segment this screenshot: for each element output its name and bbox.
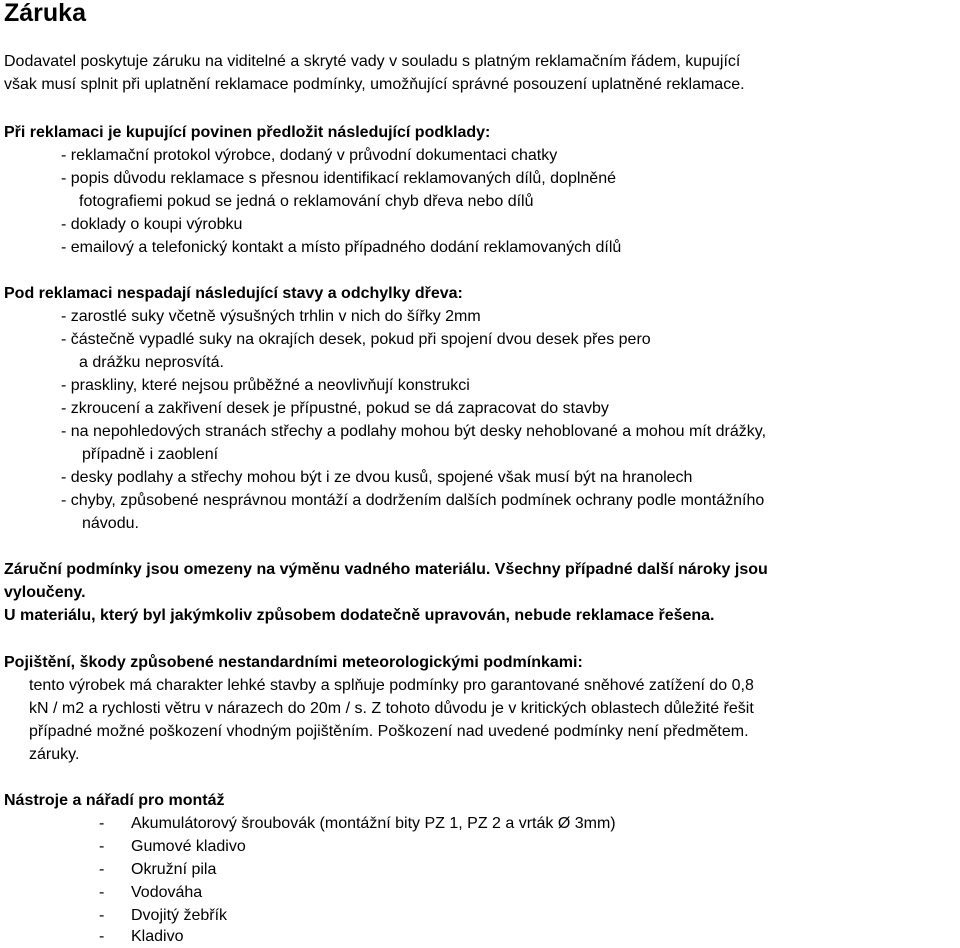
exclusions-item-continuation: návodu. bbox=[82, 515, 139, 532]
tools-item-label: Akumulátorový šroubovák (montážní bity PZ 1, PZ 2 a vrták Ø 3mm) bbox=[131, 815, 616, 832]
page-title: Záruka bbox=[4, 0, 86, 27]
tools-item-label: Kladivo bbox=[131, 928, 184, 945]
tools-item bbox=[99, 858, 216, 881]
exclusions-item: - zkroucení a zakřivení desek je přípustné, pokud se dá zapracovat do stavby bbox=[61, 400, 609, 417]
insurance-line: záruky. bbox=[29, 746, 80, 763]
tools-item-label: Okružní pila bbox=[131, 861, 217, 878]
limits-line: U materiálu, který byl jakýmkoliv způsobem dodatečně upravován, nebude reklamace řešena. bbox=[4, 607, 715, 624]
limits-line: vyloučeny. bbox=[4, 584, 86, 601]
exclusions-item: - na nepohledových stranách střechy a podlahy mohou být desky nehoblované a mohou mít drážky, bbox=[61, 423, 767, 440]
bullet-dash: - bbox=[99, 907, 105, 924]
exclusions-item: - částečně vypadlé suky na okrajích desek, pokud při spojení dvou desek přes pero bbox=[61, 331, 651, 348]
tools-heading: Nástroje a nářadí pro montáž bbox=[4, 792, 225, 809]
limits-line: Záruční podmínky jsou omezeny na výměnu vadného materiálu. Všechny případné další nároky jsou bbox=[4, 561, 768, 578]
exclusions-item: - zarostlé suky včetně výsušných trhlin v nich do šířky 2mm bbox=[61, 308, 481, 325]
insurance-heading: Pojištění, škody způsobené nestandardními meteorologickými podmínkami: bbox=[4, 654, 583, 671]
tools-item bbox=[99, 925, 183, 948]
documents-item: - doklady o koupi výrobku bbox=[61, 216, 243, 233]
tools-item bbox=[99, 835, 246, 858]
bullet-dash: - bbox=[99, 884, 105, 901]
tools-item bbox=[99, 904, 227, 927]
documents-item-continuation: fotografiemi pokud se jedná o reklamování chyb dřeva nebo dílů bbox=[79, 193, 534, 210]
documents-item: - emailový a telefonický kontakt a místo případného dodání reklamovaných dílů bbox=[61, 239, 622, 256]
insurance-line: případné možné poškození vhodným pojištěním. Poškození nad uvedené podmínky není předmětem. bbox=[29, 723, 749, 740]
exclusions-item: - desky podlahy a střechy mohou být i ze dvou kusů, spojené však musí být na hranolech bbox=[61, 469, 693, 486]
tools-item-label: Gumové kladivo bbox=[131, 838, 246, 855]
intro-line: Dodavatel poskytuje záruku na viditelné a skryté vady v souladu s platným reklamačním řádem, kupující bbox=[4, 53, 741, 70]
intro-line: však musí splnit při uplatnění reklamace podmínky, umožňující správné posouzení uplatněné reklamace. bbox=[4, 76, 745, 93]
documents-item: - popis důvodu reklamace s přesnou identifikací reklamovaných dílů, doplněné bbox=[61, 170, 616, 187]
exclusions-heading: Pod reklamaci nespadají následující stavy a odchylky dřeva: bbox=[4, 285, 463, 302]
insurance-line: tento výrobek má charakter lehké stavby a splňuje podmínky pro garantované sněhové zatížení do 0,8 bbox=[29, 677, 754, 694]
documents-item: - reklamační protokol výrobce, dodaný v průvodní dokumentaci chatky bbox=[61, 147, 558, 164]
bullet-dash: - bbox=[99, 815, 105, 832]
bullet-dash: - bbox=[99, 928, 105, 945]
exclusions-item-continuation: případně i zaoblení bbox=[82, 446, 219, 463]
exclusions-item-continuation: a drážku neprosvítá. bbox=[79, 354, 224, 371]
tools-item bbox=[99, 881, 202, 904]
exclusions-item: - praskliny, které nejsou průběžné a neovlivňují konstrukci bbox=[61, 377, 470, 394]
tools-item-label: Dvojitý žebřík bbox=[131, 907, 228, 924]
exclusions-item: - chyby, způsobené nesprávnou montáží a dodržením dalších podmínek ochrany podle montážního bbox=[61, 492, 765, 509]
documents-heading: Při reklamaci je kupující povinen předložit následující podklady: bbox=[4, 124, 491, 141]
tools-item-label: Vodováha bbox=[131, 884, 203, 901]
bullet-dash: - bbox=[99, 838, 105, 855]
insurance-line: kN / m2 a rychlosti větru v nárazech do 20m / s. Z tohoto důvodu je v kritických oblastech důležité řešit bbox=[29, 700, 754, 717]
tools-item bbox=[99, 812, 616, 835]
bullet-dash: - bbox=[99, 861, 105, 878]
